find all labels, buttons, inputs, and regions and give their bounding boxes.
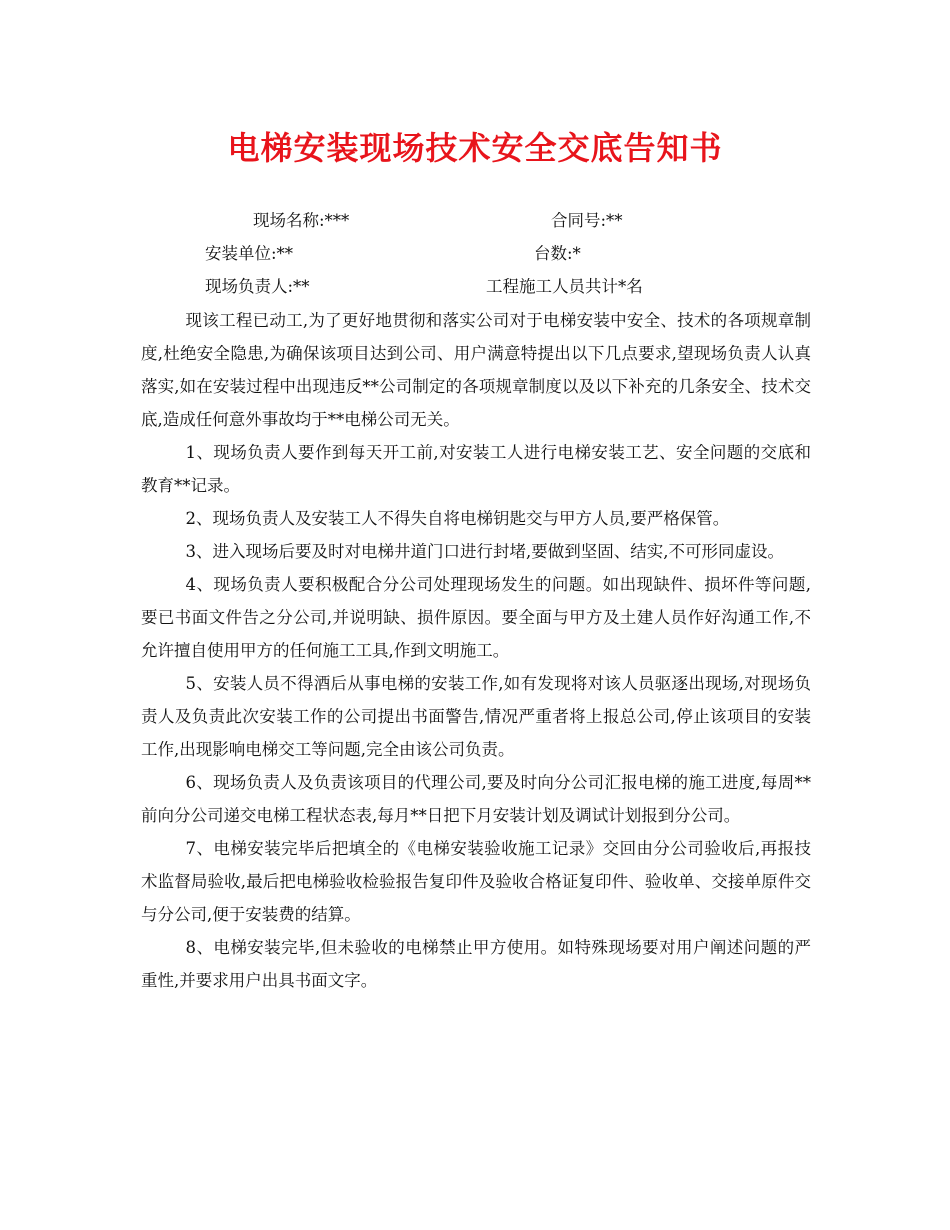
site-manager-field: 现场负责人:** xyxy=(205,277,310,296)
clause-5: 5、安装人员不得酒后从事电梯的安装工作,如有发现将对该人员驱逐出现场,对现场负责人及负责此次安装工作的公司提出书面警告,情况严重者将上报总公司,停止该项目的安装工作,出现影响电梯交工等问题,完全由该公司负责。 xyxy=(141,674,811,759)
meta-row-2 xyxy=(0,237,950,271)
worker-count-field: 工程施工人员共计*名 xyxy=(486,277,643,296)
clause-1: 1、现场负责人要作到每天开工前,对安装工人进行电梯安装工艺、安全问题的交底和教育**记录。 xyxy=(141,443,811,495)
clause-4: 4、现场负责人要积极配合分公司处理现场发生的问题。如出现缺件、损坏件等问题,要已书面文件告之分公司,并说明缺、损件原因。要全面与甲方及土建人员作好沟通工作,不允许擅自使用甲方的任何施工工具,作到文明施工。 xyxy=(141,575,811,660)
meta-row-3 xyxy=(0,270,950,304)
install-unit-field: 安装单位:** xyxy=(205,244,294,263)
clause-6: 6、现场负责人及负责该项目的代理公司,要及时向分公司汇报电梯的施工进度,每周**前向分公司递交电梯工程状态表,每月**日把下月安装计划及调试计划报到分公司。 xyxy=(141,773,811,825)
contract-number-field: 合同号:** xyxy=(551,211,623,230)
unit-count-field: 台数:* xyxy=(534,244,581,263)
clause-8: 8、电梯安装完毕,但未验收的电梯禁止甲方使用。如特殊现场要对用户阐述问题的严重性,并要求用户出具书面文字。 xyxy=(141,938,811,990)
clause-7: 7、电梯安装完毕后把填全的《电梯安装验收施工记录》交回由分公司验收后,再报技术监督局验收,最后把电梯验收检验报告复印件及验收合格证复印件、验收单、交接单原件交与分公司,便于安装费的结算。 xyxy=(141,839,811,924)
meta-row-1 xyxy=(0,204,950,238)
document-title: 电梯安装现场技术安全交底告知书 xyxy=(227,129,723,167)
document-body xyxy=(141,304,811,997)
site-name-field: 现场名称:*** xyxy=(253,211,350,230)
intro-paragraph: 现该工程已动工,为了更好地贯彻和落实公司对于电梯安装中安全、技术的各项规章制度,杜绝安全隐患,为确保该项目达到公司、用户满意特提出以下几点要求,望现场负责人认真落实,如在安装过程中出现违反**公司制定的各项规章制度以及以下补充的几条安全、技术交底,造成任何意外事故均于**电梯公司无关。 xyxy=(141,311,811,429)
clause-2: 2、现场负责人及安装工人不得失自将电梯钥匙交与甲方人员,要严格保管。 xyxy=(185,509,730,528)
clause-3: 3、进入现场后要及时对电梯井道门口进行封堵,要做到坚固、结实,不可形同虚设。 xyxy=(185,542,785,561)
